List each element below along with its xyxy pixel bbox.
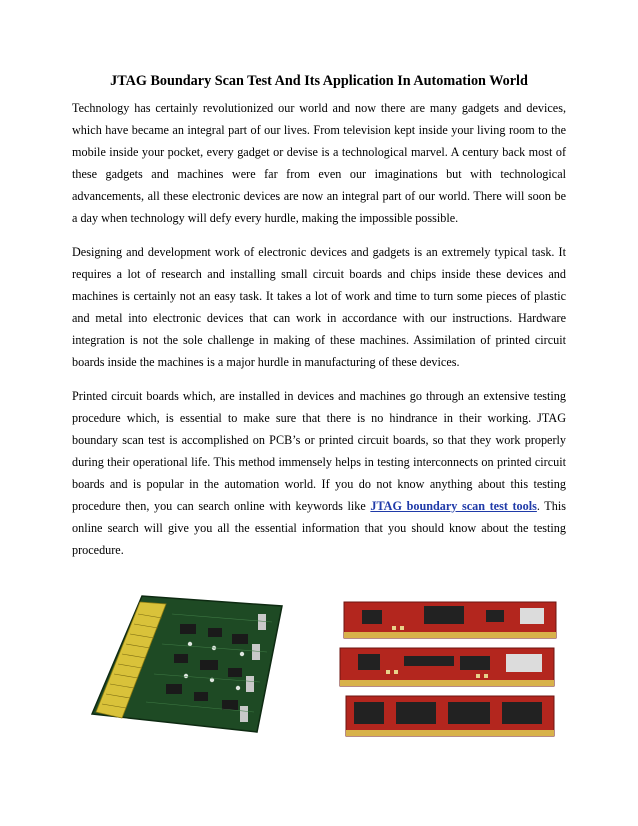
paragraph-3	[72, 385, 566, 561]
paragraph-1: Technology has certainly revolutionized our world and now there are many gadgets and devices, which have became an integral part of our lives. From television kept inside your living room to the mobile inside your pocket, every gadget or devise is a technological marvel. A century back most of these gadgets and machines were far from even our imaginations but with technological advancements, all these electronic devices are now an integral part of our world. There will soon be a day when technology will defy every hurdle, making the impossible possible.	[72, 101, 566, 225]
green-circuit-board-image	[82, 584, 292, 734]
paragraph-2: Designing and development work of electronic devices and gadgets is an extremely typical task. It requires a lot of research and installing small circuit boards and chips inside these devices and machines is certainly not an easy task. It takes a lot of work and time to turn some pieces of plastic and metal into electronic devices that can work in accordance with our instructions. Hardware integration is not the sole challenge in making of these machines. Assimilation of printed circuit boards inside the machines is a major hurdle in manufacturing of these devices.	[72, 245, 566, 369]
red-circuit-boards-image	[336, 598, 562, 748]
jtag-tools-link[interactable]: JTAG boundary scan test tools	[370, 499, 537, 513]
document-title: JTAG Boundary Scan Test And Its Application In Automation World	[110, 73, 528, 89]
paragraph-3-text-before: Printed circuit boards which, are installed in devices and machines go through an extensive testing procedure which, is essential to make sure that there is no hindrance in their working. JTAG boundary scan test is accomplished on PCB’s or printed circuit boards, so that they work properly during their operational life. This method immensely helps in testing interconnects on printed circuit boards and is popular in the automation world. If you do not know anything about this testing procedure then, you can search online with keywords like	[72, 389, 566, 513]
paragraph-3-text-after: . This online search will give you all the essential information that you should know about the testing procedure.	[72, 499, 566, 557]
